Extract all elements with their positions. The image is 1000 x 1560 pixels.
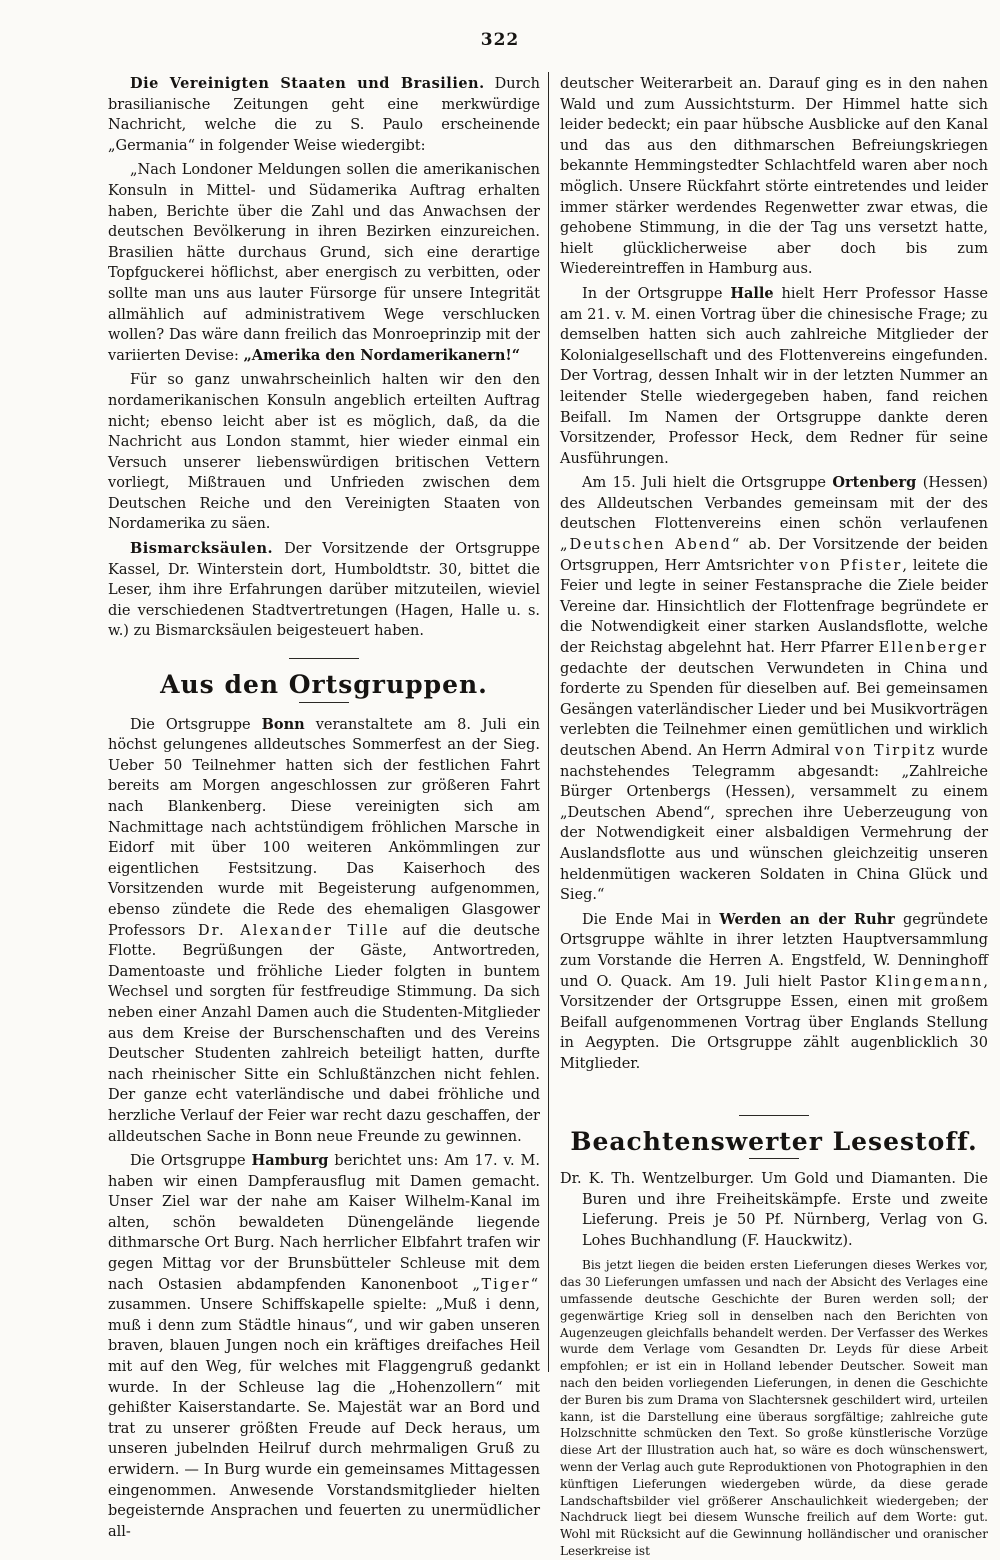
report-text: hielt Herr Professor Hasse am 21. v. M. einen Vortrag über die chinesische Frage; zu demselben hatten sich auch zahlreiche Mitglieder der Kolonialgesellschaft und des Flottenvereins eingefunden. Der Vortrag, dessen Inhalt wir in der letzten Nummer an leitender Stelle wiedergegeben haben, fand reichen Beifall. Im Namen der Ortsgruppe dankte deren Vorsitzender, Professor Heck, dem Redner für seine Ausführungen. <box>560 285 988 467</box>
report-halle <box>560 284 988 469</box>
section-separator <box>289 658 359 659</box>
person-name: Klingemann <box>875 973 984 990</box>
page-number: 322 <box>480 30 520 50</box>
person-name: von Pfister <box>799 557 903 574</box>
book-review: Bis jetzt liegen die beiden ersten Lieferungen dieses Werkes vor, das 30 Lieferungen umfassen und nach der Absicht des Verlages eine umfassende deutsche Geschichte der Buren werden soll; der gegenwärtige Krieg soll in denselben nach den Berichten von Augenzeugen gleichfalls behandelt werden. Der Verfasser des Werkes wurde dem Verlage vom Gesandten Dr. Leyds für diese Arbeit empfohlen; er ist ein in Holland lebender Deutscher. Soweit man nach den beiden vorliegenden Lieferungen, in denen die Geschichte der Buren bis zum Drama von Slachtersnek geschildert wird, urteilen kann, ist die Darstellung eine überaus sorgfältige; zahlreiche gute Holzschnitte schmücken den Text. So große künstlerische Vorzüge diese Art der Illustration auch hat, so wäre es doch wünschenswert, wenn der Verlag auch gute Reproduktionen von Photographien in den künftigen Lieferungen wiedergeben würde, da diese gerade Landschaftsbilder viel größerer Anschaulichkeit wiedergeben; der Nachdruck liegt bei diesem Wunsche freilich auf dem Worte: gut. Wohl mit Rücksicht auf die Gewinnung holländischer und oranischer Leserkreise ist <box>560 1258 988 1559</box>
report-hamburg <box>108 1151 540 1542</box>
report-text: , leitete die Feier und legte in seiner Festansprache die Ziele beider Vereine dar. Hinsichtlich der Flottenfrage begründete er die Notwendigkeit einer starken Auslandsflotte, welche der Reichstag abgelehnt hat. Herr Pfarrer <box>560 557 988 657</box>
report-text: Am 15. Juli hielt die Ortsgruppe <box>582 475 826 492</box>
report-text: Die Ortsgruppe <box>130 1153 246 1170</box>
report-text: berichtet uns: Am 17. v. M. haben wir einen Dampferausflug mit Damen gemacht. Unser Ziel war der nahe am Kaiser Wilhelm-Kanal im alten, schön bewaldeten Dünengelände liegende dithmarsche Ort Burg. Nach herrlicher Elbfahrt trafen wir gegen Mittag vor der Brunsbütteler Schleuse mit dem nach Ostasien abdampfenden Kanonenboot <box>108 1153 540 1293</box>
article-usa-brazil <box>108 74 540 156</box>
person-name: Ellenberger <box>878 640 989 657</box>
report-bonn <box>108 715 540 1147</box>
ship-name: „Tiger“ <box>472 1276 540 1293</box>
report-text: gedachte der deutschen Verwundeten in China und forderte zu Spenden für dieselben auf. Bei gemeinsamen Gesängen vaterländischer Lieder und bei Musikvorträgen verlebten die Teilnehmer einen gemütlichen und wirklich deutschen Abend. An Herrn Admiral <box>560 660 988 759</box>
person-name: von Tirpitz <box>834 743 937 759</box>
article-title: Bismarcksäulen. <box>130 540 274 558</box>
quote-motto: „Amerika den Nordamerikanern!“ <box>243 346 521 364</box>
article-quote <box>108 160 540 366</box>
report-text: wurde nachstehendes Telegramm abgesandt: „Zahlreiche Bürger Ortenbergs (Hessen), versammelt zu einem „Deutschen Abend“, sprechen ihre Ueberzeugung von der Notwendigkeit einer alsbaldigen Vermehrung der Auslandsflotte aus und wünschen gleichzeitig unseren heldenmütigen wackeren Soldaten in China Glück und Sieg.“ <box>560 743 988 904</box>
section-heading: Aus den Ortsgruppen. <box>160 670 488 700</box>
article-text: Durch brasilianische Zeitungen geht eine merkwürdige Nachricht, welche die zu S. Paulo erscheinende „Germania“ in folgender Weise wiedergibt: <box>108 76 540 154</box>
quote-text: „Nach Londoner Meldungen sollen die amerikanischen Konsuln in Mittel- und Südamerika Auftrag erhalten haben, Berichte über die Zahl und das Anwachsen der deutschen Bevölkerung in ihren Bezirken einzureichen. Brasilien hätte durchaus Grund, sich eine derartige Topfguckerei höflichst, aber energisch zu verbitten, oder sollte man uns aus lauter Fürsorge für unsere Integrität allmählich auf administrativem Wege verschlucken wollen? Das wäre dann freilich das Monroeprinzip mit der variierten Devise: <box>108 162 540 364</box>
report-text: auf die deutsche Flotte. Begrüßungen der Gäste, Antwortreden, Damentoaste und fröhliche Lieder folgten in buntem Wechsel und sorgten für festfreudige Stimmung. Da sich neben einer Anzahl Damen auch die Studenten-Mitglieder aus dem Kreise der Burschenschaften und des Vereins Deutscher Studenten zahlreich beteiligt hatten, durfte nach rheinischer Sitte ein Schlußtänzchen nicht fehlen. Der ganze echt vaterländische und dabei fröhliche und herzliche Verlauf der Feier war recht dazu geschaffen, der alldeutschen Sache in Bonn neue Freunde zu gewinnen. <box>108 922 541 1145</box>
city-name: Werden an der Ruhr <box>719 910 895 928</box>
article-title: Die Vereinigten Staaten und Brasilien. <box>130 75 485 92</box>
report-ortenberg <box>560 473 988 905</box>
section-separator <box>749 1158 799 1159</box>
city-name: Bonn <box>261 715 305 733</box>
report-text: (Hessen) des Alldeutschen Verbandes gemeinsam mit der des deutschen Flottenvereins einen schön verlaufenen <box>560 475 989 533</box>
report-text: gegründete Ortsgruppe wählte in ihrer letzten Hauptversammlung zum Vorstande die Herren A. Engstfeld, W. Denninghoff und O. Quack. Am 19. Juli hielt Pastor <box>560 911 989 990</box>
article-text: Der Vorsitzende der Ortsgruppe Kassel, Dr. Winterstein dort, Humboldtstr. 30, bittet die Leser, ihm ihre Erfahrungen darüber mitzuteilen, wieviel die verschiedenen Stadtvertretungen (Hagen, Halle u. s. w.) zu Bismarcksäulen beigesteuert haben. <box>108 541 540 640</box>
event-name: „Deutschen Abend“ <box>560 537 742 554</box>
left-column <box>108 74 541 1540</box>
report-werden <box>560 910 988 1075</box>
report-text: In der Ortsgruppe <box>582 285 723 302</box>
section-separator <box>299 702 349 703</box>
report-hamburg-continued: deutscher Weiterarbeit an. Darauf ging es in den nahen Wald und zum Aussichtsturm. Der Himmel hatte sich leider bedeckt; ein paar hübsche Ausblicke auf den Kanal und das aus den dithmarschen Befreiungskriegen bekannte Hemmingstedter Schlachtfeld waren aber noch möglich. Unsere Rückfahrt störte eintretendes und leider immer stärker werdendes Regenwetter zwar etwas, die gehobene Stimmung, in die der Tag uns versetzt hatte, hielt glücklicherweise aber doch bis zum Wiedereintreffen in Hamburg aus. <box>560 76 988 278</box>
city-name: Halle <box>730 284 774 302</box>
person-name: Dr. Alexander Tille <box>198 922 390 939</box>
report-text: zusammen. Unsere Schiffskapelle spielte: „Muß i denn, muß i denn zum Städtle hinaus“, und wir gaben unseren braven, blauen Jungen noch ein kräftiges dreifaches Heil mit auf den Weg, für welches mit Flaggengruß gedankt wurde. In der Schleuse lag die „Hohenzollern“ mit gehißter Kaiserstandarte. Se. Majestät war an Bord und trat zu unserer größten Freude auf Deck heraus, um unseren jubelnden Heilruf durch mehrmaligen Gruß zu erwidern. — In Burg wurde ein gemeinsames Mittagessen eingenommen. Anwesende Vorstandsmitglieder hielten begeisternde Ansprachen und feuerten zu unermüdlicher all- <box>108 1297 540 1540</box>
report-text: , Vorsitzender der Ortsgruppe Essen, einen mit großem Beifall aufgenommenen Vortrag über Englands Stellung in Aegypten. Die Ortsgruppe zählt augenblicklich 30 Mitglieder. <box>560 973 988 1072</box>
right-column <box>560 74 989 1559</box>
city-name: Ortenberg <box>832 474 917 492</box>
section-separator <box>739 1115 809 1116</box>
column-divider <box>548 72 549 1372</box>
report-text: Die Ortsgruppe <box>130 716 251 733</box>
article-text: Für so ganz unwahrscheinlich halten wir den den nordamerikanischen Konsuln angeblich erteilten Auftrag nicht; ebenso leicht aber ist es möglich, daß, da die Nachricht aus London stammt, hier wieder einmal ein Versuch unserer liebenswürdigen britischen Vettern vorliegt, Mißtrauen und Unfrieden zwischen dem Deutschen Reiche und den Vereinigten Staaten von Nordamerika zu säen. <box>108 372 540 533</box>
book-entry: Dr. K. Th. Wentzelburger. Um Gold und Diamanten. Die Buren und ihre Freiheitskämpfe. Erste und zweite Lieferung. Preis je 50 Pf. Nürnberg, Verlag von G. Lohes Buchhandlung (F. Hauckwitz). <box>560 1171 988 1249</box>
report-text: Die Ende Mai in <box>582 911 712 928</box>
section-heading: Beachtenswerter Lesestoff. <box>570 1126 978 1156</box>
report-text: veranstaltete am 8. Juli ein höchst gelungenes alldeutsches Sommerfest an der Sieg. Ueber 50 Teilnehmer hatten sich der festlichen Fahrt bereits am Morgen angeschlossen zur größeren Fahrt nach Blankenberg. Diese vereinigten sich am Nachmittage nach achtstündigem fröhlichen Marsche in Eidorf mit über 100 weiteren Ankömmlingen zur eigentlichen Festsitzung. Das Kaiserhoch des Vorsitzenden wurde mit Begeisterung aufgenommen, ebenso zündete die Rede des ehemaligen Glasgower Professors <box>108 716 540 939</box>
article-bismarck <box>108 539 540 642</box>
city-name: Hamburg <box>251 1152 329 1170</box>
report-text: ab. Der Vorsitzende der beiden Ortsgruppen, Herr Amtsrichter <box>560 537 988 574</box>
